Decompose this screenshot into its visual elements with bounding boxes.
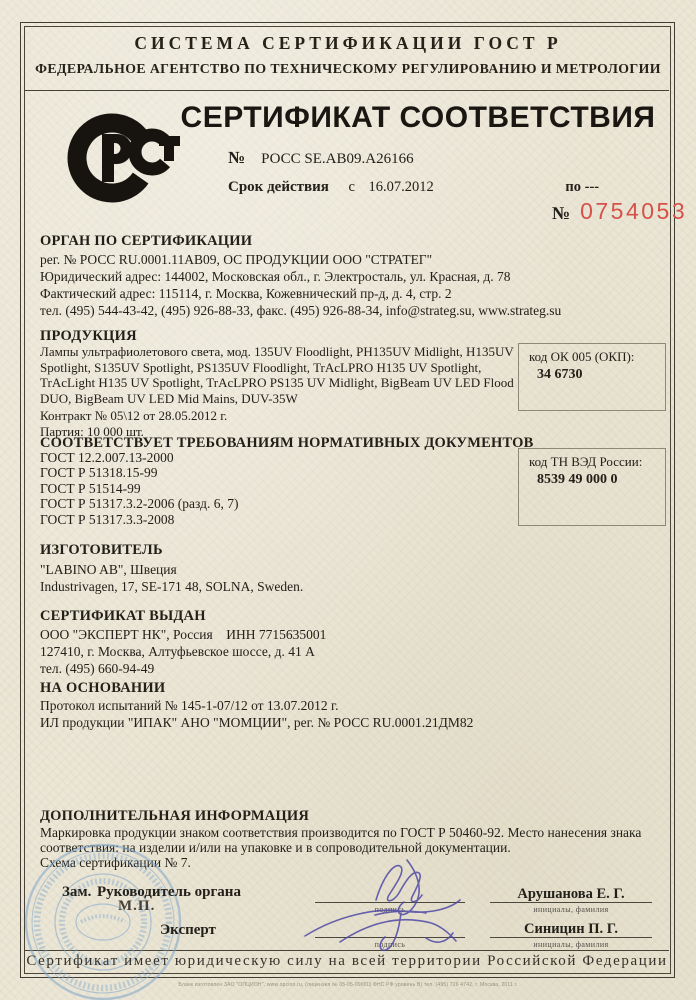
gost-document: ГОСТ Р 51317.3.2-2006 (разд. 6, 7)	[40, 496, 239, 512]
product-batch: Партия: 10 000 шт.	[40, 424, 144, 439]
certification-scheme: Схема сертификации № 7.	[40, 855, 191, 870]
basis-line: ИЛ продукции "ИПАК" АНО "МОМЦИИ", рег. № РОСС RU.0001.21ДМ82	[40, 715, 474, 730]
product-title: ПРОДУКЦИЯ	[40, 328, 137, 344]
signature-caption: подпись	[374, 940, 406, 949]
signatory-name: Синицин П. Г.	[524, 921, 618, 937]
system-title: СИСТЕМА СЕРТИФИКАЦИИ ГОСТ Р	[134, 33, 562, 53]
name-caption: инициалы, фамилия	[533, 905, 609, 914]
requirements-title: СООТВЕТСТВУЕТ ТРЕБОВАНИЯМ НОРМАТИВНЫХ ДОКУМЕНТОВ	[40, 435, 534, 451]
gost-document: ГОСТ Р 51318.15-99	[40, 465, 158, 481]
certification-body-line: рег. № РОСС RU.0001.11АВ09, ОС ПРОДУКЦИИ ООО "СТРАТЕГ"	[40, 252, 433, 267]
certification-body-line: Фактический адрес: 115114, г. Москва, Кожевнический пр-д, д. 4, стр. 2	[40, 286, 452, 301]
manufacturer-line: "LABINO AB", Швеция	[40, 562, 177, 577]
blank-number-sign: №	[552, 203, 571, 223]
tnved-code-label: код ТН ВЭД России:	[529, 454, 643, 469]
issued-to-line: ООО "ЭКСПЕРТ НК", Россия ИНН 7715635001	[40, 627, 327, 642]
issued-to-line: тел. (495) 660-94-49	[40, 661, 155, 676]
validity-from-date: 16.07.2012	[368, 179, 434, 195]
signatory-role-prefix: Зам.	[62, 884, 92, 900]
basis-line: Протокол испытаний № 145-1-07/12 от 13.07.2012 г.	[40, 698, 339, 713]
certification-body-line: Юридический адрес: 144002, Московская обл., г. Электросталь, ул. Красная, д. 78	[40, 269, 511, 284]
tnved-code-box	[518, 448, 666, 526]
okp-code-label: код ОК 005 (ОКП):	[529, 349, 635, 364]
agency-title: ФЕДЕРАЛЬНОЕ АГЕНТСТВО ПО ТЕХНИЧЕСКОМУ РЕГУЛИРОВАНИЮ И МЕТРОЛОГИИ	[35, 61, 661, 76]
certificate-title: СЕРТИФИКАТ СООТВЕТСТВИЯ	[180, 101, 656, 134]
issued-to-line: 127410, г. Москва, Алтуфьевское шоссе, д. 41 А	[40, 644, 315, 659]
additional-info-title: ДОПОЛНИТЕЛЬНАЯ ИНФОРМАЦИЯ	[40, 808, 310, 824]
validity-row	[228, 179, 599, 196]
certification-body-title: ОРГАН ПО СЕРТИФИКАЦИИ	[40, 233, 253, 249]
issued-to-title: СЕРТИФИКАТ ВЫДАН	[40, 608, 206, 624]
round-seal-stamp-icon	[23, 842, 185, 1000]
blank-serial-row	[552, 198, 687, 225]
basis-title: НА ОСНОВАНИИ	[40, 680, 166, 696]
signatory-role: Эксперт	[160, 922, 216, 938]
signatory-role: Руководитель органа	[97, 884, 241, 900]
validity-to-label: по ---	[565, 179, 600, 195]
name-line	[490, 902, 652, 903]
certification-body-line: тел. (495) 544-43-42, (495) 926-88-33, факс. (495) 926-88-34, info@strateg.su, www.strateg.su	[40, 303, 562, 318]
okp-code-box	[518, 343, 666, 411]
manufacturer-block	[40, 561, 303, 595]
number-sign: №	[228, 148, 246, 167]
handwritten-signatures-icon	[280, 852, 485, 965]
requirements-block	[40, 450, 510, 527]
manufacturer-line: Industrivagen, 17, SE-171 48, SOLNA, Sweden.	[40, 579, 304, 594]
name-caption: инициалы, фамилия	[533, 940, 609, 949]
header-separator-line	[25, 90, 669, 91]
gost-document: ГОСТ Р 51514-99	[40, 480, 141, 496]
product-contract: Контракт № 05\12 от 28.05.2012 г.	[40, 408, 228, 423]
certificate-number-row	[228, 148, 414, 168]
certification-body-block	[40, 251, 640, 319]
signatory-name: Арушанова Е. Г.	[517, 886, 625, 902]
signature-caption: подпись	[374, 905, 406, 914]
issued-to-block	[40, 626, 326, 677]
tnved-code-value: 8539 49 000 0	[537, 472, 618, 487]
validity-from-label: с	[348, 179, 355, 195]
okp-code-value: 34 6730	[537, 367, 583, 382]
validity-label: Срок действия	[228, 179, 329, 195]
legal-force-statement: Сертификат имеет юридическую силу на всей территории Российской Федерации	[26, 953, 668, 969]
manufacturer-title: ИЗГОТОВИТЕЛЬ	[40, 542, 163, 558]
basis-block	[40, 697, 473, 731]
rst-mark-icon	[56, 98, 184, 217]
name-line	[490, 937, 652, 938]
certificate-number: РОСС SE.AB09.A26166	[261, 151, 414, 167]
blank-print-info: Бланк изготовлен ЗАО "ОПЦИОН", www.opcion.ru, (лицензия № 05-05-09/003 ФНС РФ уровень В) тел. (495) 726 4742, г. Москва, 2011 г.	[178, 982, 518, 988]
blank-serial-number: 0754053	[580, 198, 688, 224]
product-description: Лампы ультрафиолетового света, мод. 135UV Floodlight, PH135UV Midlight, H135UV Spotlight, S135UV Spotlight, PS135UV Floodlight, TrAcLPRO H135 UV Spotlight, TrAcLight H135 UV Spotlight, TrAcLPRO PS135 UV Midlight, BigBeam UV LED Flood DUO, BigBeam UV LED Mid Mains, DUV-35W	[40, 344, 514, 406]
stamp-place-label: М.П.	[118, 898, 156, 914]
gost-document: ГОСТ 12.2.007.13-2000	[40, 450, 174, 465]
gost-document: ГОСТ Р 51317.3.3-2008	[40, 511, 175, 527]
additional-info-text: Маркировка продукции знаком соответствия производится по ГОСТ Р 50460-92. Место нанесения знака соответствия: на изделии и/или на упаковке и в сопроводительной документации.	[40, 825, 642, 856]
